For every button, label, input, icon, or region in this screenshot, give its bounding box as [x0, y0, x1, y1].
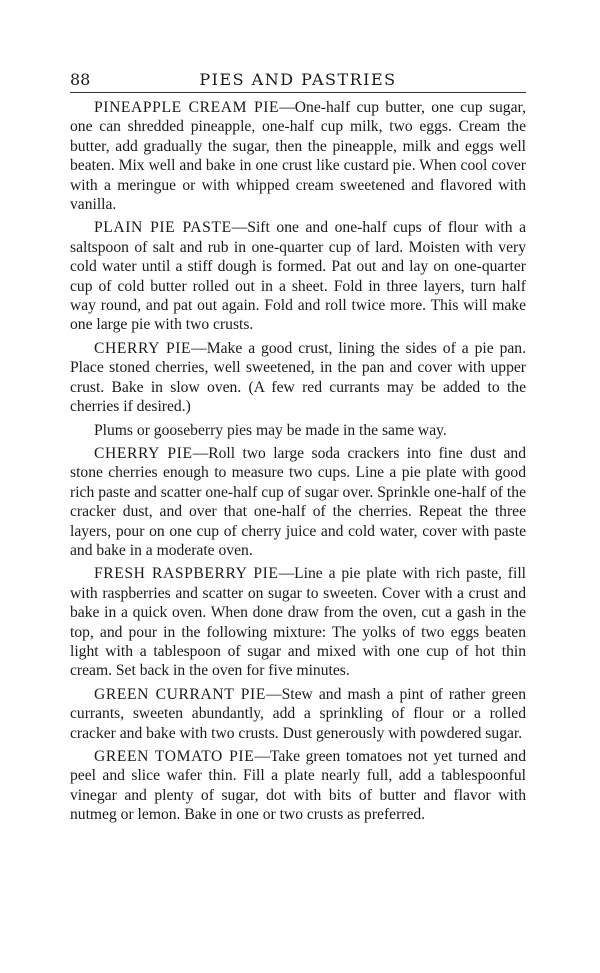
- recipe-title: FRESH RASPBERRY PIE: [94, 565, 279, 583]
- recipe-note-plums: [70, 421, 526, 440]
- recipe-fresh-raspberry-pie: [70, 564, 526, 680]
- page-number: 88: [70, 70, 91, 89]
- recipe-text: [70, 98, 526, 829]
- recipe-title: PLAIN PIE PASTE: [94, 219, 232, 237]
- recipe-body: —Line a pie plate with rich paste, fill with raspberries and scatter on sugar to sweeten. Cover with a crust and bake in a quick oven. When done draw from the oven, cut a gash in the top, and pour in the following mixture: The yolks of two eggs beaten light with a tablespoon of sugar and mixed with one cup of hot thin cream. Set back in the oven for five minutes.: [70, 565, 526, 680]
- recipe-body: —Sift one and one-half cups of flour with a saltspoon of salt and rub in one-quarter cup of lard. Moisten with very cold water until a stiff dough is formed. Pat out and lay on one-quarter cup of cold butter rolled out in a sheet. Fold in three layers, turn half way round, and pat out again. Fold and roll twice more. This will make one large pie with two crusts.: [70, 219, 527, 334]
- recipe-title: GREEN TOMATO PIE: [94, 748, 255, 765]
- recipe-title: PINEAPPLE CREAM PIE: [94, 99, 280, 116]
- recipe-cherry-pie-2: [70, 444, 526, 560]
- recipe-green-tomato-pie: [70, 747, 526, 825]
- recipe-cherry-pie-1: [70, 339, 526, 417]
- recipe-body: —Make a good crust, lining the sides of a pie pan. Place stoned cherries, well sweetened, in the pan and cover with upper crust. Bake in slow oven. (A few red currants may be added to the cherries if desired.): [70, 339, 526, 416]
- recipe-body: Plums or gooseberry pies may be made in the same way.: [94, 421, 447, 439]
- recipe-pineapple-cream-pie: [70, 98, 526, 214]
- recipe-plain-pie-paste: [70, 218, 526, 334]
- recipe-title: GREEN CURRANT PIE: [94, 685, 266, 703]
- recipe-body: —Take green tomatoes not yet turned and peel and slice wafer thin. Fill a plate nearly full, add a tablespoonful vinegar and plenty of sugar, dot with bits of butter and flavor with nutmeg or lemon. Bake in one or two crusts as preferred.: [70, 748, 526, 824]
- recipe-title: CHERRY PIE: [94, 339, 192, 357]
- recipe-body: —Stew and mash a pint of rather green currants, sweeten abundantly, add a sprinkling of flour or a rolled cracker and bake with two crusts. Dust generously with powdered sugar.: [70, 685, 526, 742]
- recipe-green-currant-pie: [70, 685, 526, 743]
- recipe-title: CHERRY PIE: [94, 444, 193, 462]
- running-title: PIES AND PASTRIES: [199, 70, 397, 89]
- page-header: [70, 68, 526, 93]
- recipe-body: —One-half cup butter, one cup sugar, one can shredded pineapple, one-half cup milk, two eggs. Cream the butter, add gradually the sugar, then the pineapple, milk and eggs well beaten. Mix well and bake in one crust like custard pie. When cool cover with a meringue or with whipped cream sweetened and flavored with vanilla.: [70, 99, 526, 214]
- recipe-body: —Roll two large soda crackers into fine dust and stone cherries enough to measure two cups. Line a pie plate with good rich paste and scatter one-half cup of sugar over. Sprinkle one-half of the cracker dust, and over that one-half of the cherries. Repeat the three layers, pour on one cup of cherry juice and cold water, cover with paste and bake in a moderate oven.: [70, 444, 526, 559]
